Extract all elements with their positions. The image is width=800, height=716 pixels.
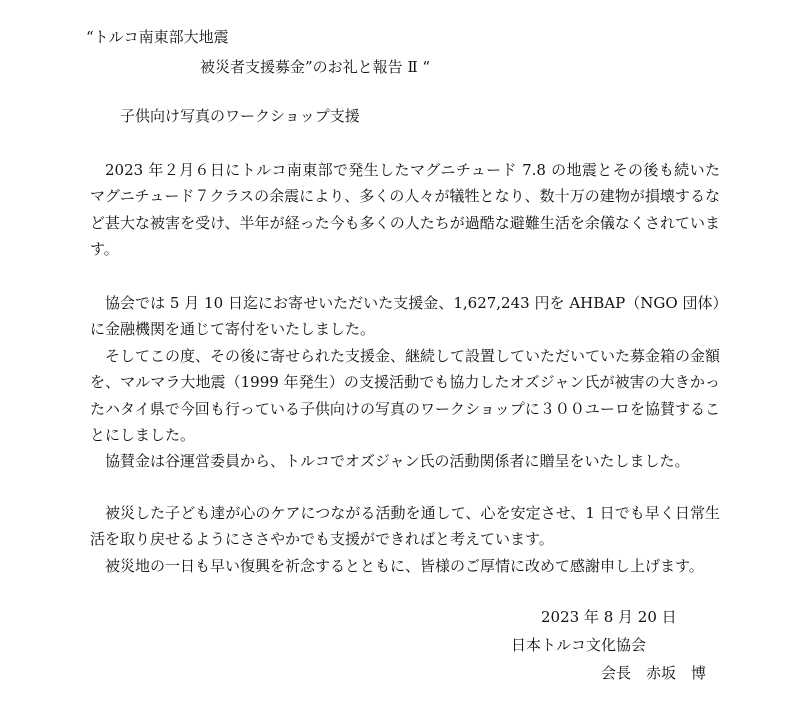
paragraph-workshop: そしてこの度、その後に寄せられた支援金、継続して設置していただいていた募金箱の金額を、マルマラ大地震（1999 年発生）の支援活動でも協力したオズジャン氏が被害の大きかったハタイ県で今回も行っている子供向けの写真のワークショップに３００ユーロを協賛することにしました。 xyxy=(90,346,721,445)
title-line-1: “トルコ南東部大地震 xyxy=(86,28,229,46)
paragraph-hope: 被災した子ども達が心のケアにつながる活動を通して、心を安定させ、1 日でも早く日常生活を取り戻せるようにささやかでも支援ができればと考えています。 xyxy=(90,504,720,549)
title-line-2: 被災者支援募金”のお礼と報告 Ⅱ “ xyxy=(200,58,431,76)
paragraph-earthquake: 2023 年２月６日にトルコ南東部で発生したマグニチュード 7.8 の地震とその後も続いたマグニチュード７クラスの余震により、多くの人々が犠牲となり、数十万の建物が損壊するなど甚大な被害を受け、半年が経った今も多くの人たちが過酷な避難生活を余儀なくされています。 xyxy=(90,161,720,259)
signature-organization: 日本トルコ文化協会 xyxy=(511,636,647,654)
paragraph-presentation: 協賛金は谷運営委員から、トルコでオズジャン氏の活動関係者に贈呈をいたしました。 xyxy=(105,452,690,471)
paragraph-group-1 xyxy=(90,157,720,263)
paragraph-group-3 xyxy=(90,500,720,579)
signature-signer: 会長 赤坂 博 xyxy=(601,664,707,682)
paragraph-group-2 xyxy=(90,290,720,475)
signature-date: 2023 年 8 月 20 日 xyxy=(541,608,677,626)
paragraph-thanks: 被災地の一日も早い復興を祈念するとともに、皆様のご厚情に改めて感謝申し上げます。 xyxy=(105,556,704,575)
paragraph-donation: 協会では 5 月 10 日迄にお寄せいただいた支援金、1,627,243 円を AHBAP（NGO 団体）に金融機関を通じて寄付をいたしました。 xyxy=(90,294,720,339)
subtitle: 子供向け写真のワークショップ支援 xyxy=(120,107,360,125)
